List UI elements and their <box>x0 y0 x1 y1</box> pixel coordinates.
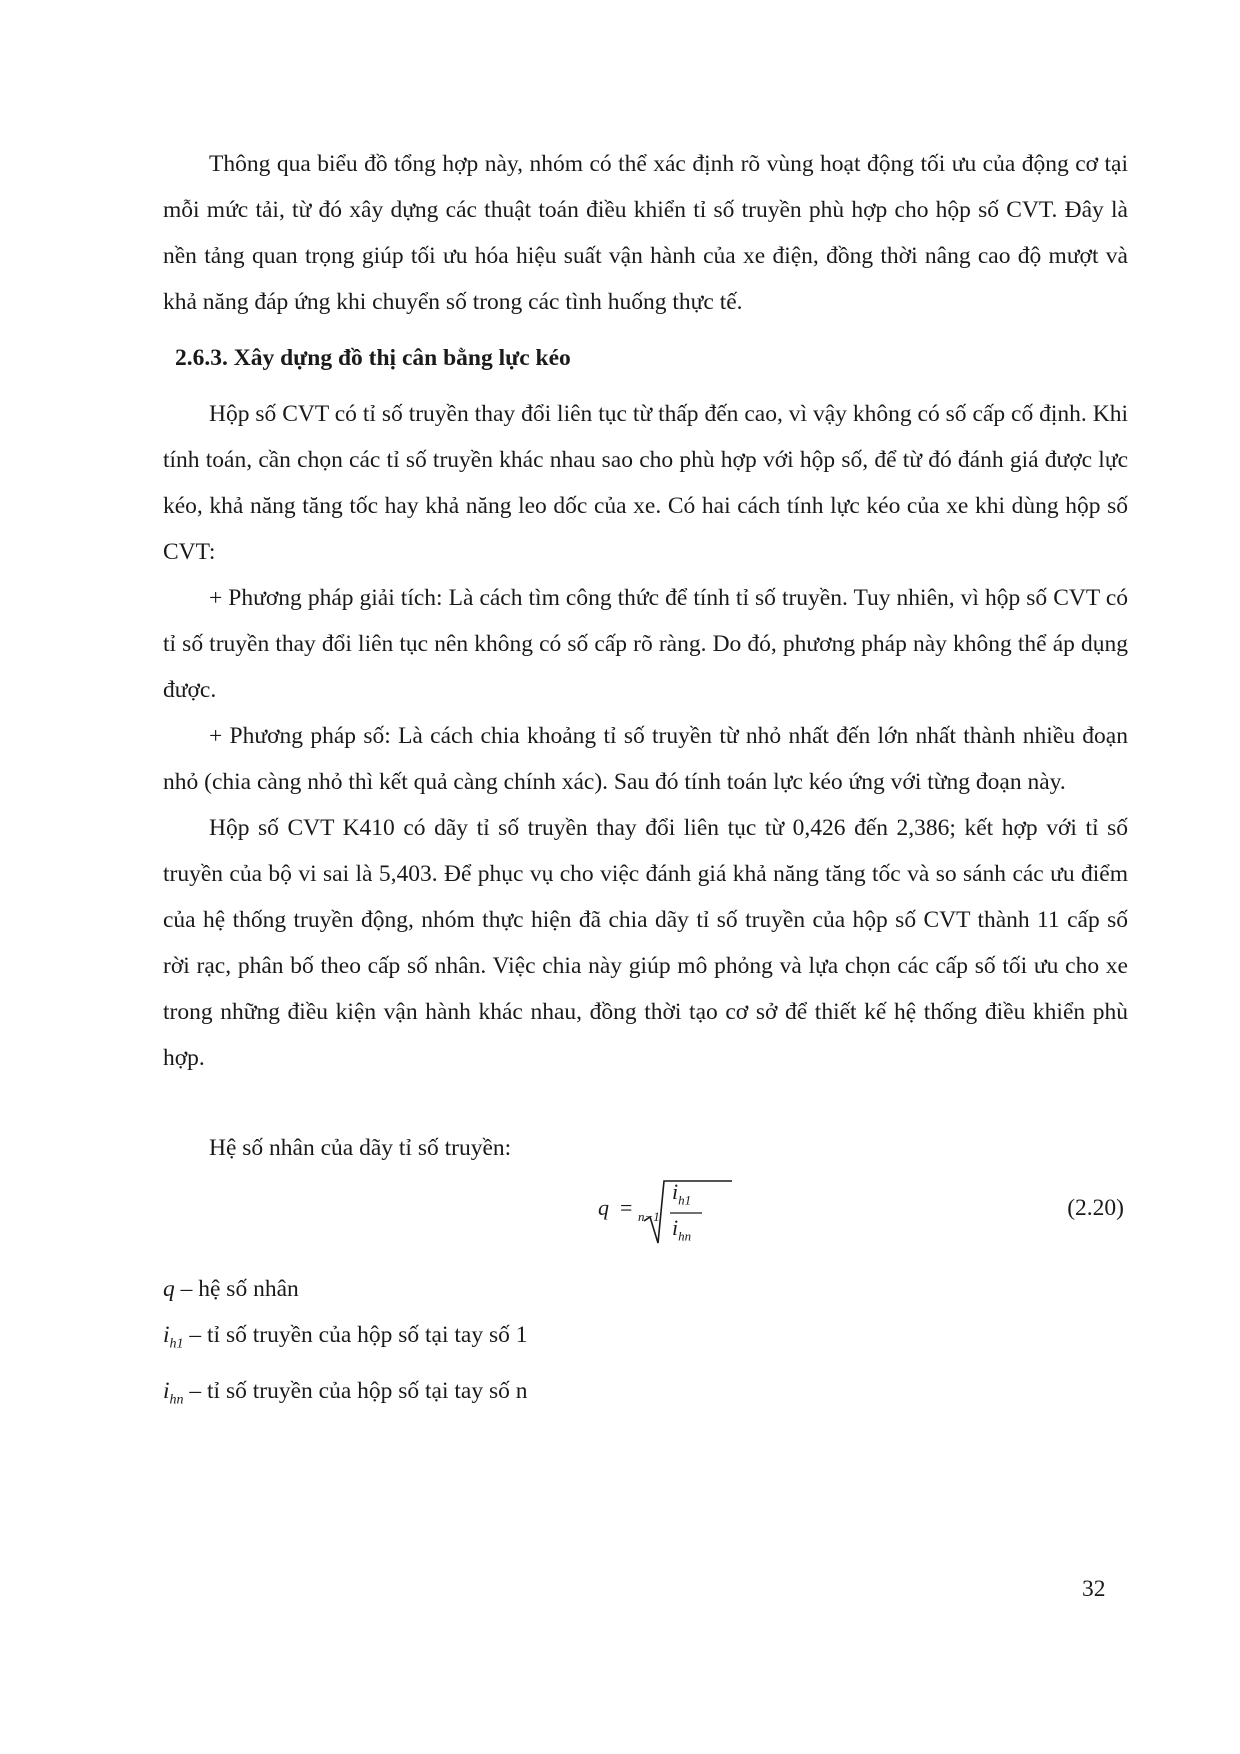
page-content <box>163 141 1128 1423</box>
definition-ih1: $i_{h1}$ – tỉ số truyền của hộp số tại tay số 1 <box>163 1322 528 1352</box>
section-heading: 2.6.3. Xây dựng đồ thị cân bằng lực kéo <box>175 345 571 371</box>
formula-number: (2.20) <box>1067 1195 1124 1221</box>
formula-lhs: q <box>598 1195 609 1220</box>
formula-denominator: $i_{hn}$ <box>672 1215 692 1244</box>
definition-q: q – hệ số nhân <box>163 1276 299 1302</box>
definition-ihn: $i_{hn}$ – tỉ số truyền của hộp số tại tay số n <box>163 1377 528 1408</box>
paragraph-summary: Thông qua biểu đồ tổng hợp này, nhóm có thể xác định rõ vùng hoạt động tối ưu của động cơ tại mỗi mức tải, từ đó xây dựng các thuật toán điều khiển tỉ số truyền phù hợp cho hộp số CVT. Đây là nền tảng quan trọng giúp tối ưu hóa hiệu suất vận hành của xe điện, đồng thời nâng cao độ mượt và khả năng đáp ứng khi chuyển số trong các tình huống thực tế. <box>163 151 1128 315</box>
formula-equals: = <box>620 1195 633 1220</box>
formula-intro: Hệ số nhân của dãy tỉ số truyền: <box>209 1135 512 1161</box>
formula-row <box>163 1171 1128 1266</box>
formula-root-index: n−1 <box>638 1209 660 1224</box>
page-number: 32 <box>1082 1576 1106 1602</box>
paragraph-numeric-method: + Phương pháp số: Là cách chia khoảng tỉ số truyền từ nhỏ nhất đến lớn nhất thành nhiều đoạn nhỏ (chia càng nhỏ thì kết quả càng chính xác). Sau đó tính toán lực kéo ứng với từng đoạn này. <box>163 723 1128 795</box>
paragraph-analytic-method: + Phương pháp giải tích: Là cách tìm công thức để tính tỉ số truyền. Tuy nhiên, vì hộp số CVT có tỉ số truyền thay đổi liên tục nên không có số cấp rõ ràng. Do đó, phương pháp này không thể áp dụng được. <box>163 585 1128 703</box>
paragraph-k410: Hộp số CVT K410 có dãy tỉ số truyền thay đổi liên tục từ 0,426 đến 2,386; kết hợp với tỉ số truyền của bộ vi sai là 5,403. Để phục vụ cho việc đánh giá khả năng tăng tốc và so sánh các ưu điểm của hệ thống truyền động, nhóm thực hiện đã chia dãy tỉ số truyền của hộp số CVT thành 11 cấp số rời rạc, phân bố theo cấp số nhân. Việc chia này giúp mô phỏng và lựa chọn các cấp số tối ưu cho xe trong những điều kiện vận hành khác nhau, đồng thời tạo cơ sở để thiết kế hệ thống điều khiển phù hợp. <box>163 815 1128 1071</box>
paragraph-cvt-intro: Hộp số CVT có tỉ số truyền thay đổi liên tục từ thấp đến cao, vì vậy không có số cấp cố định. Khi tính toán, cần chọn các tỉ số truyền khác nhau sao cho phù hợp với hộp số, để từ đó đánh giá được lực kéo, khả năng tăng tốc hay khả năng leo dốc của xe. Có hai cách tính lực kéo của xe khi dùng hộp số CVT: <box>163 401 1128 565</box>
formula-numerator: $i_{h1}$ <box>672 1179 692 1208</box>
